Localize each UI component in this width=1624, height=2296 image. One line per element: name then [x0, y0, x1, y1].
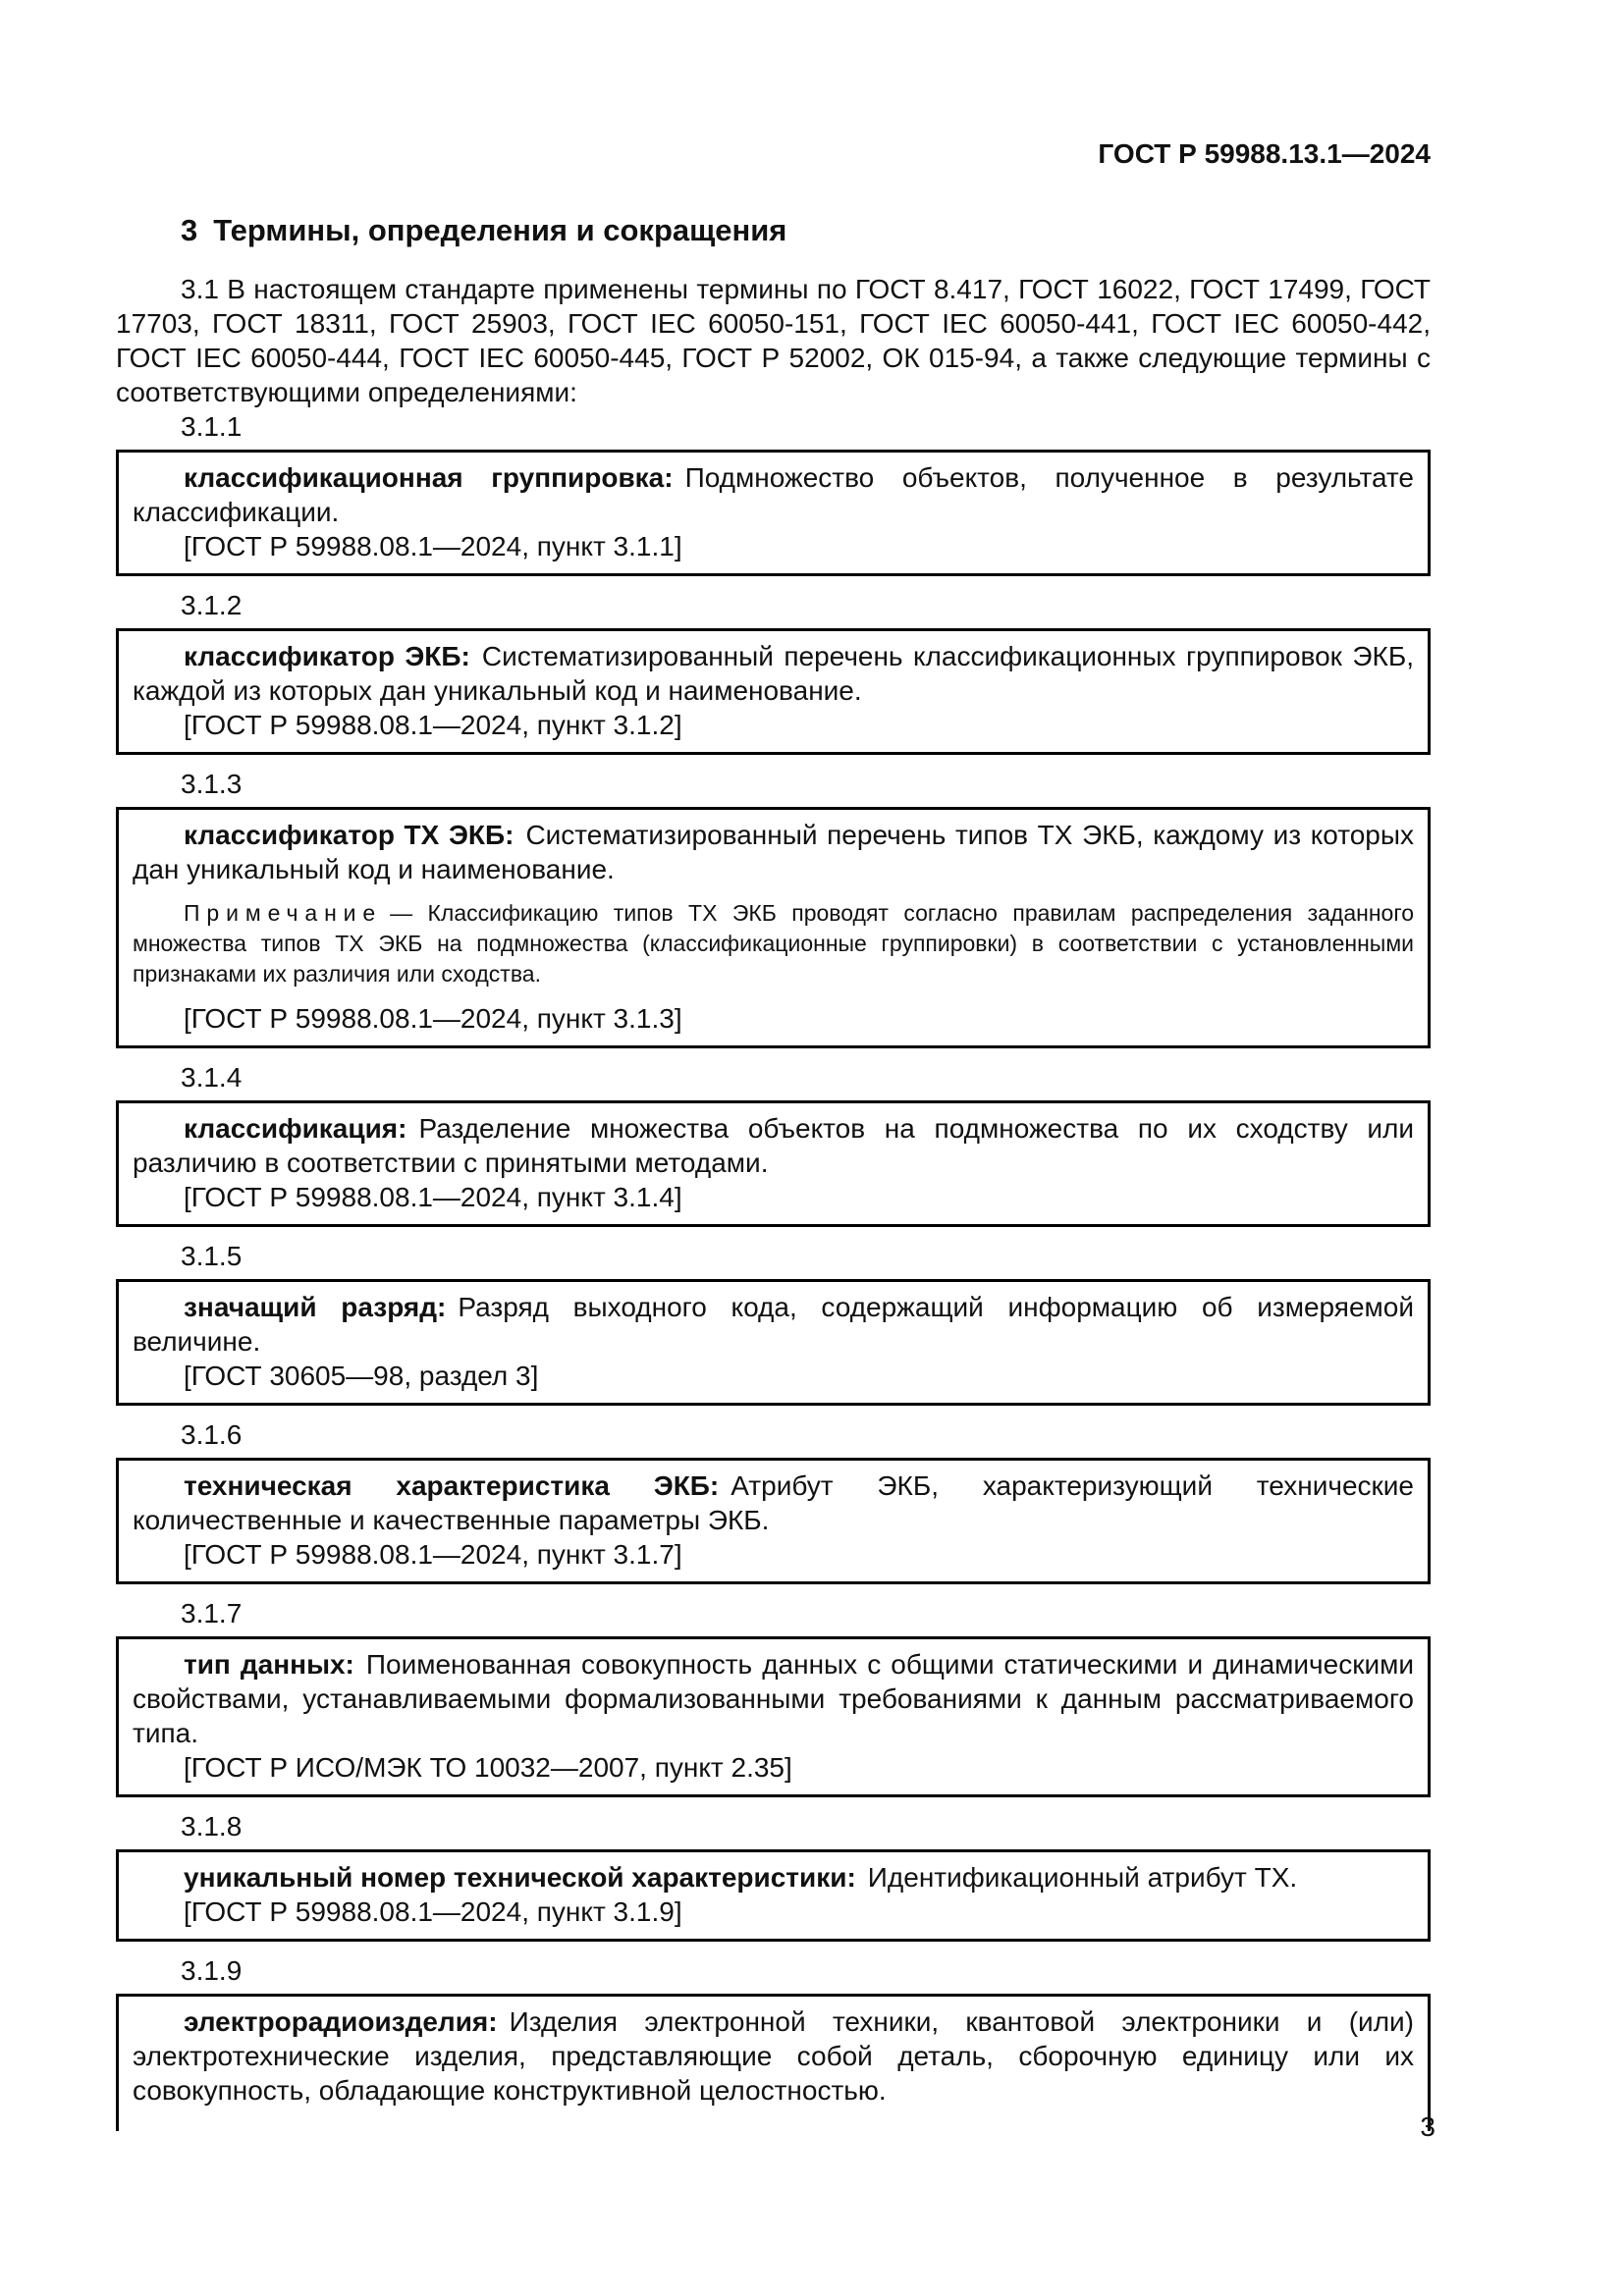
term-number: 3.1.3 — [181, 769, 243, 799]
term-source: [ГОСТ Р 59988.08.1—2024, пункт 3.1.4] — [184, 1182, 682, 1212]
term-definition — [133, 639, 1414, 708]
term-number: 3.1.4 — [181, 1062, 243, 1093]
term-box — [116, 807, 1431, 1048]
term-source: [ГОСТ Р ИСО/МЭК ТО 10032—2007, пункт 2.35] — [184, 1752, 792, 1783]
term-definition-text: Подмножество объектов, полученное в результате классификации. — [133, 462, 1414, 527]
term-source: [ГОСТ Р 59988.08.1—2024, пункт 3.1.1] — [184, 531, 682, 561]
term-definition-text: Систематизированный перечень типов ТХ ЭКБ, каждому из которых дан уникальный код и наименование. — [133, 820, 1414, 884]
term-name: классификатор ТХ ЭКБ: — [184, 820, 514, 850]
term-box — [116, 628, 1431, 755]
term-box — [116, 1636, 1431, 1797]
term-number: 3.1.2 — [181, 590, 243, 620]
term-name: классификатор ЭКБ: — [184, 641, 470, 671]
term-source: [ГОСТ Р 59988.08.1—2024, пункт 3.1.7] — [184, 1539, 682, 1570]
term-source: [ГОСТ 30605—98, раздел 3] — [184, 1361, 539, 1391]
term-box — [116, 450, 1431, 576]
term-name: тип данных: — [184, 1649, 354, 1680]
section-title-text: Термины, определения и сокращения — [213, 213, 787, 247]
doc-header: ГОСТ Р 59988.13.1—2024 — [1098, 138, 1431, 169]
term-definition-text: Систематизированный перечень классификационных группировок ЭКБ, каждой из которых дан уникальный код и наименование. — [133, 641, 1414, 706]
term-definition — [133, 1647, 1414, 1750]
term-note — [133, 898, 1414, 989]
term-definition — [133, 1111, 1414, 1180]
term-definition-text: Изделия электронной техники, квантовой электроники и (или) электротехнические изделия, представляющие собой деталь, сборочную единицу или их совокупность, обладающие конструктивной целостностью. — [133, 2006, 1414, 2106]
intro-paragraph: 3.1 В настоящем стандарте применены термины по ГОСТ 8.417, ГОСТ 16022, ГОСТ 17499, ГОСТ 17703, ГОСТ 18311, ГОСТ 25903, ГОСТ IEC 60050-151, ГОСТ IEC 60050-441, ГОСТ IEC 60050-442, ГОСТ IEC 60050-444, ГОСТ IEC 60050-445, ГОСТ Р 52002, ОК 015-94, а также следующие термины с соответствующими определениями: — [116, 274, 1431, 407]
term-definition-text: Поименованная совокупность данных с общими статическими и динамическими свойствами, устанавливаемыми формализованными требованиями к данным рассматриваемого типа. — [133, 1649, 1414, 1748]
term-name: значащий разряд: — [184, 1292, 447, 1322]
page-content — [116, 137, 1431, 2131]
term-name: техническая характеристика ЭКБ: — [184, 1470, 720, 1501]
term-definition-text: Разделение множества объектов на подмножества по их сходству или различию в соответствии с принятыми методами. — [133, 1113, 1414, 1178]
term-definition — [133, 460, 1414, 529]
term-box — [116, 1100, 1431, 1227]
term-number: 3.1.8 — [181, 1811, 243, 1842]
term-definition-text: Идентификационный атрибут ТХ. — [867, 1862, 1298, 1893]
term-source: [ГОСТ Р 59988.08.1—2024, пункт 3.1.3] — [184, 1003, 682, 1034]
term-definition — [133, 1468, 1414, 1537]
term-definition-text: Разряд выходного кода, содержащий информацию об измеряемой величине. — [133, 1292, 1414, 1357]
term-number: 3.1.9 — [181, 1955, 243, 1986]
term-source: [ГОСТ Р 59988.08.1—2024, пункт 3.1.9] — [184, 1896, 682, 1927]
section-number: 3 — [181, 213, 198, 247]
term-definition — [133, 1860, 1414, 1895]
term-definition — [133, 1290, 1414, 1359]
term-box — [116, 1279, 1431, 1406]
term-source: [ГОСТ Р 59988.08.1—2024, пункт 3.1.2] — [184, 710, 682, 740]
term-number: 3.1.6 — [181, 1419, 243, 1450]
term-name: уникальный номер технической характеристики: — [184, 1862, 856, 1893]
term-name: классификация: — [184, 1113, 407, 1144]
term-definition — [133, 2004, 1414, 2108]
term-box — [116, 1458, 1431, 1584]
term-definition-text: Атрибут ЭКБ, характеризующий технические количественные и качественные параметры ЭКБ. — [133, 1470, 1414, 1535]
term-box — [116, 1849, 1431, 1942]
term-name: электрорадиоизделия: — [184, 2006, 498, 2037]
term-name: классификационная группировка: — [184, 462, 674, 493]
page-number: 3 — [1420, 2111, 1435, 2142]
term-number: 3.1.5 — [181, 1241, 243, 1271]
term-definition — [133, 818, 1414, 886]
note-text: — Классификацию типов ТХ ЭКБ проводят согласно правилам распределения заданного множества типов ТХ ЭКБ на подмножества (классификационные группировки) в соответствии с установленными признаками их различия или сходства. — [133, 900, 1414, 987]
section-title — [116, 213, 1431, 248]
term-number: 3.1.7 — [181, 1598, 243, 1629]
term-box-continued — [116, 1994, 1431, 2131]
note-label: Примечание — [184, 900, 383, 926]
term-number: 3.1.1 — [181, 411, 243, 442]
